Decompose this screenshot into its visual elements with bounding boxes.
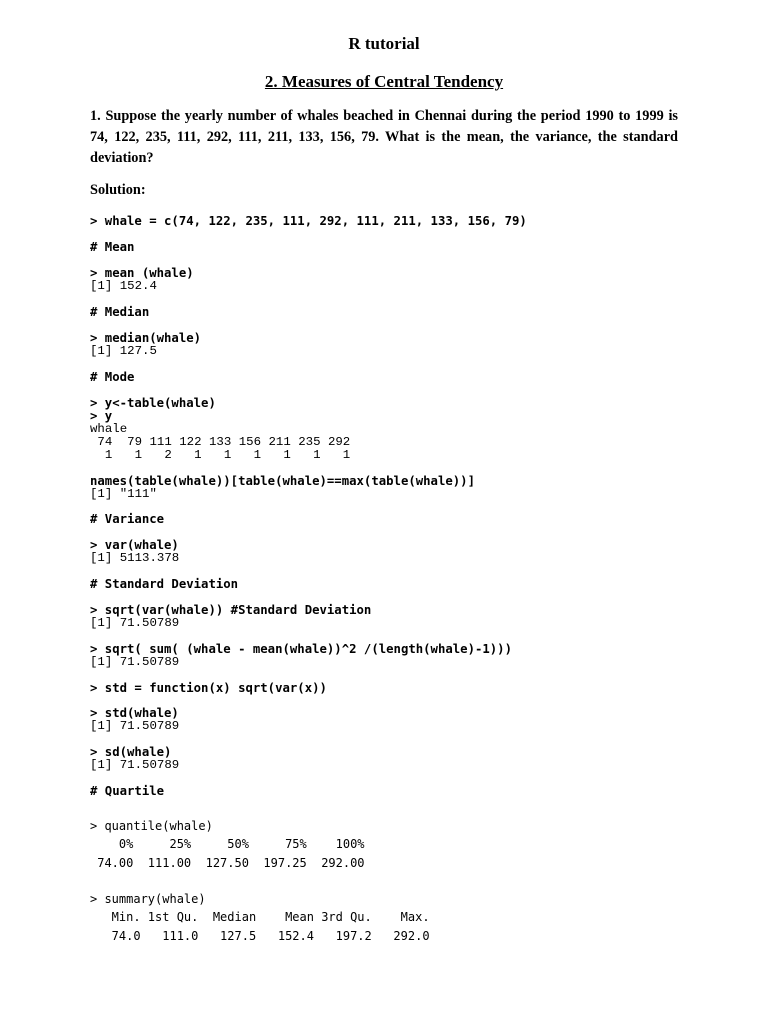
code-output: [1] 127.5 [90,344,157,358]
code-command: > whale = c(74, 122, 235, 111, 292, 111, 211, 133, 156, 79) [90,214,527,228]
console-command: > quantile(whale) [90,819,213,833]
solution-label: Solution: [90,182,146,198]
code-command: > sqrt( sum( (whale - mean(whale))^2 /(length(whale)-1))) [90,642,512,656]
code-output: [1] 71.50789 [90,616,180,630]
code-command: names(table(whale))[table(whale)==max(table(whale))] [90,474,475,488]
console-output: Min. 1st Qu. Median Mean 3rd Qu. Max. [90,910,437,924]
code-comment: # Quartile [90,784,165,798]
code-output: 74 79 111 122 133 156 211 235 292 [90,435,351,449]
console-output: 74.00 111.00 127.50 197.25 292.00 [90,856,372,870]
console-command: > summary(whale) [90,892,206,906]
code-command: > sqrt(var(whale)) #Standard Deviation [90,603,372,617]
code-output: [1] 71.50789 [90,758,180,772]
code-command: > sd(whale) [90,745,172,759]
code-output: [1] 71.50789 [90,719,180,733]
code-comment: # Mode [90,370,135,384]
code-comment: # Median [90,305,150,319]
code-output: [1] 5113.378 [90,551,180,565]
code-command: > median(whale) [90,331,202,345]
code-command: > mean (whale) [90,266,194,280]
code-command: > std(whale) [90,706,179,720]
code-comment: # Mean [90,240,135,254]
code-output: [1] 71.50789 [90,655,180,669]
console-output: 0% 25% 50% 75% 100% [90,837,372,851]
code-command: > y [90,409,113,423]
page-title: R tutorial [348,34,420,53]
code-output: [1] 152.4 [90,279,157,293]
code-command: > std = function(x) sqrt(var(x)) [90,681,327,695]
code-command: > y<-table(whale) [90,396,216,410]
section-heading: 2. Measures of Central Tendency [264,72,504,91]
code-comment: # Variance [90,512,165,526]
code-output: 1 1 2 1 1 1 1 1 1 [90,448,351,462]
code-comment: # Standard Deviation [90,577,239,591]
console-output: 74.0 111.0 127.5 152.4 197.2 292.0 [90,929,437,943]
code-output: whale [90,422,128,436]
code-output: [1] "111" [90,487,157,501]
code-command: > var(whale) [90,538,179,552]
question-text: 1. Suppose the yearly number of whales beached in Chennai during the period 1990 to 1999 is 74, 122, 235, 111, 292, 111, 211, 133, 156, 79. What is the mean, the variance, the standard deviation? [90,108,678,166]
